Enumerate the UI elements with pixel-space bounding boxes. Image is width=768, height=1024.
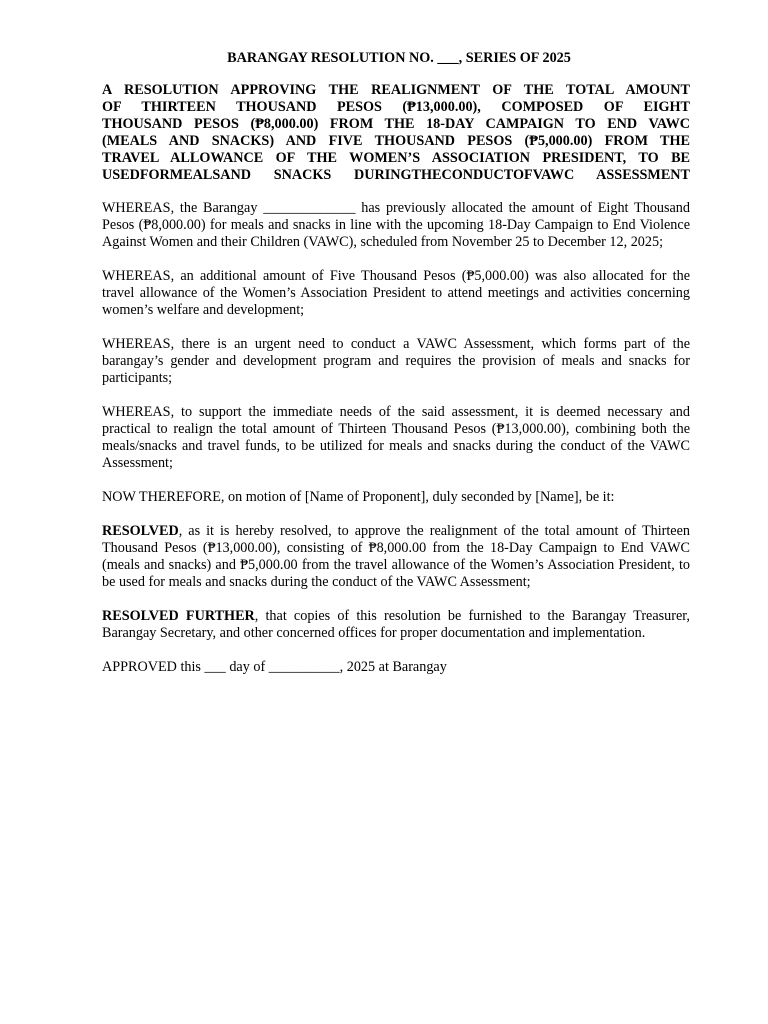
subject-line: (MEALS AND SNACKS) AND FIVE THOUSAND PESOS (₱5,000.00) FROM THE [102,133,690,149]
approved-line: APPROVED this ___ day of __________, 2025 at Barangay [102,659,447,675]
subject-line: OF THIRTEEN THOUSAND PESOS (₱13,000.00), COMPOSED OF EIGHT [102,99,690,115]
resolved-clause [102,523,690,591]
whereas-clause-4: WHEREAS, to support the immediate needs of the said assessment, it is deemed necessary and practical to realign the total amount of Thirteen Thousand Pesos (₱13,000.00), combining both the meals/snacks and travel funds, to be utilized for meals and snacks during the conduct of the VAWC Assessment; [102,404,690,471]
whereas-clause-2: WHEREAS, an additional amount of Five Thousand Pesos (₱5,000.00) was also allocated for the travel allowance of the Women’s Association President to attend meetings and activities concerning women’s welfare and development; [102,268,690,318]
document-page [102,50,690,693]
now-therefore-clause: NOW THEREFORE, on motion of [Name of Proponent], duly seconded by [Name], be it: [102,489,615,505]
resolved-further-lead: RESOLVED FURTHER [102,608,255,624]
resolved-further-clause [102,608,690,642]
whereas-clause-1: WHEREAS, the Barangay _____________ has previously allocated the amount of Eight Thousand Pesos (₱8,000.00) for meals and snacks in line with the upcoming 18-Day Campaign to End Violence Against Women and their Children (VAWC), scheduled from November 25 to December 12, 2025; [102,200,690,250]
resolved-lead: RESOLVED [102,523,179,539]
subject-line: USEDFORMEALSAND SNACKS DURINGTHECONDUCTOFVAWC ASSESSMENT [102,167,690,183]
subject-line: THOUSAND PESOS (₱8,000.00) FROM THE 18-DAY CAMPAIGN TO END VAWC [102,116,690,132]
resolved-further-text: , that copies of this resolution be furnished to the Barangay Treasurer, Barangay Secretary, and other concerned offices for proper documentation and implementation. [102,608,690,641]
subject-line: A RESOLUTION APPROVING THE REALIGNMENT OF THE TOTAL AMOUNT [102,82,690,98]
resolution-subject [102,82,690,184]
resolved-text: , as it is hereby resolved, to approve the realignment of the total amount of Thirteen Thousand Pesos (₱13,000.00), consisting of ₱8,000.00 from the 18-Day Campaign to End VAWC (meals and snacks) and ₱5,000.00 from the travel allowance of the Women’s Association President, to be used for meals and snacks during the conduct of the VAWC Assessment; [102,523,690,590]
whereas-clause-3: WHEREAS, there is an urgent need to conduct a VAWC Assessment, which forms part of the barangay’s gender and development program and requires the provision of meals and snacks for participants; [102,336,690,386]
subject-line: TRAVEL ALLOWANCE OF THE WOMEN’S ASSOCIATION PRESIDENT, TO BE [102,150,690,166]
resolution-title: BARANGAY RESOLUTION NO. ___, SERIES OF 2025 [227,50,571,66]
